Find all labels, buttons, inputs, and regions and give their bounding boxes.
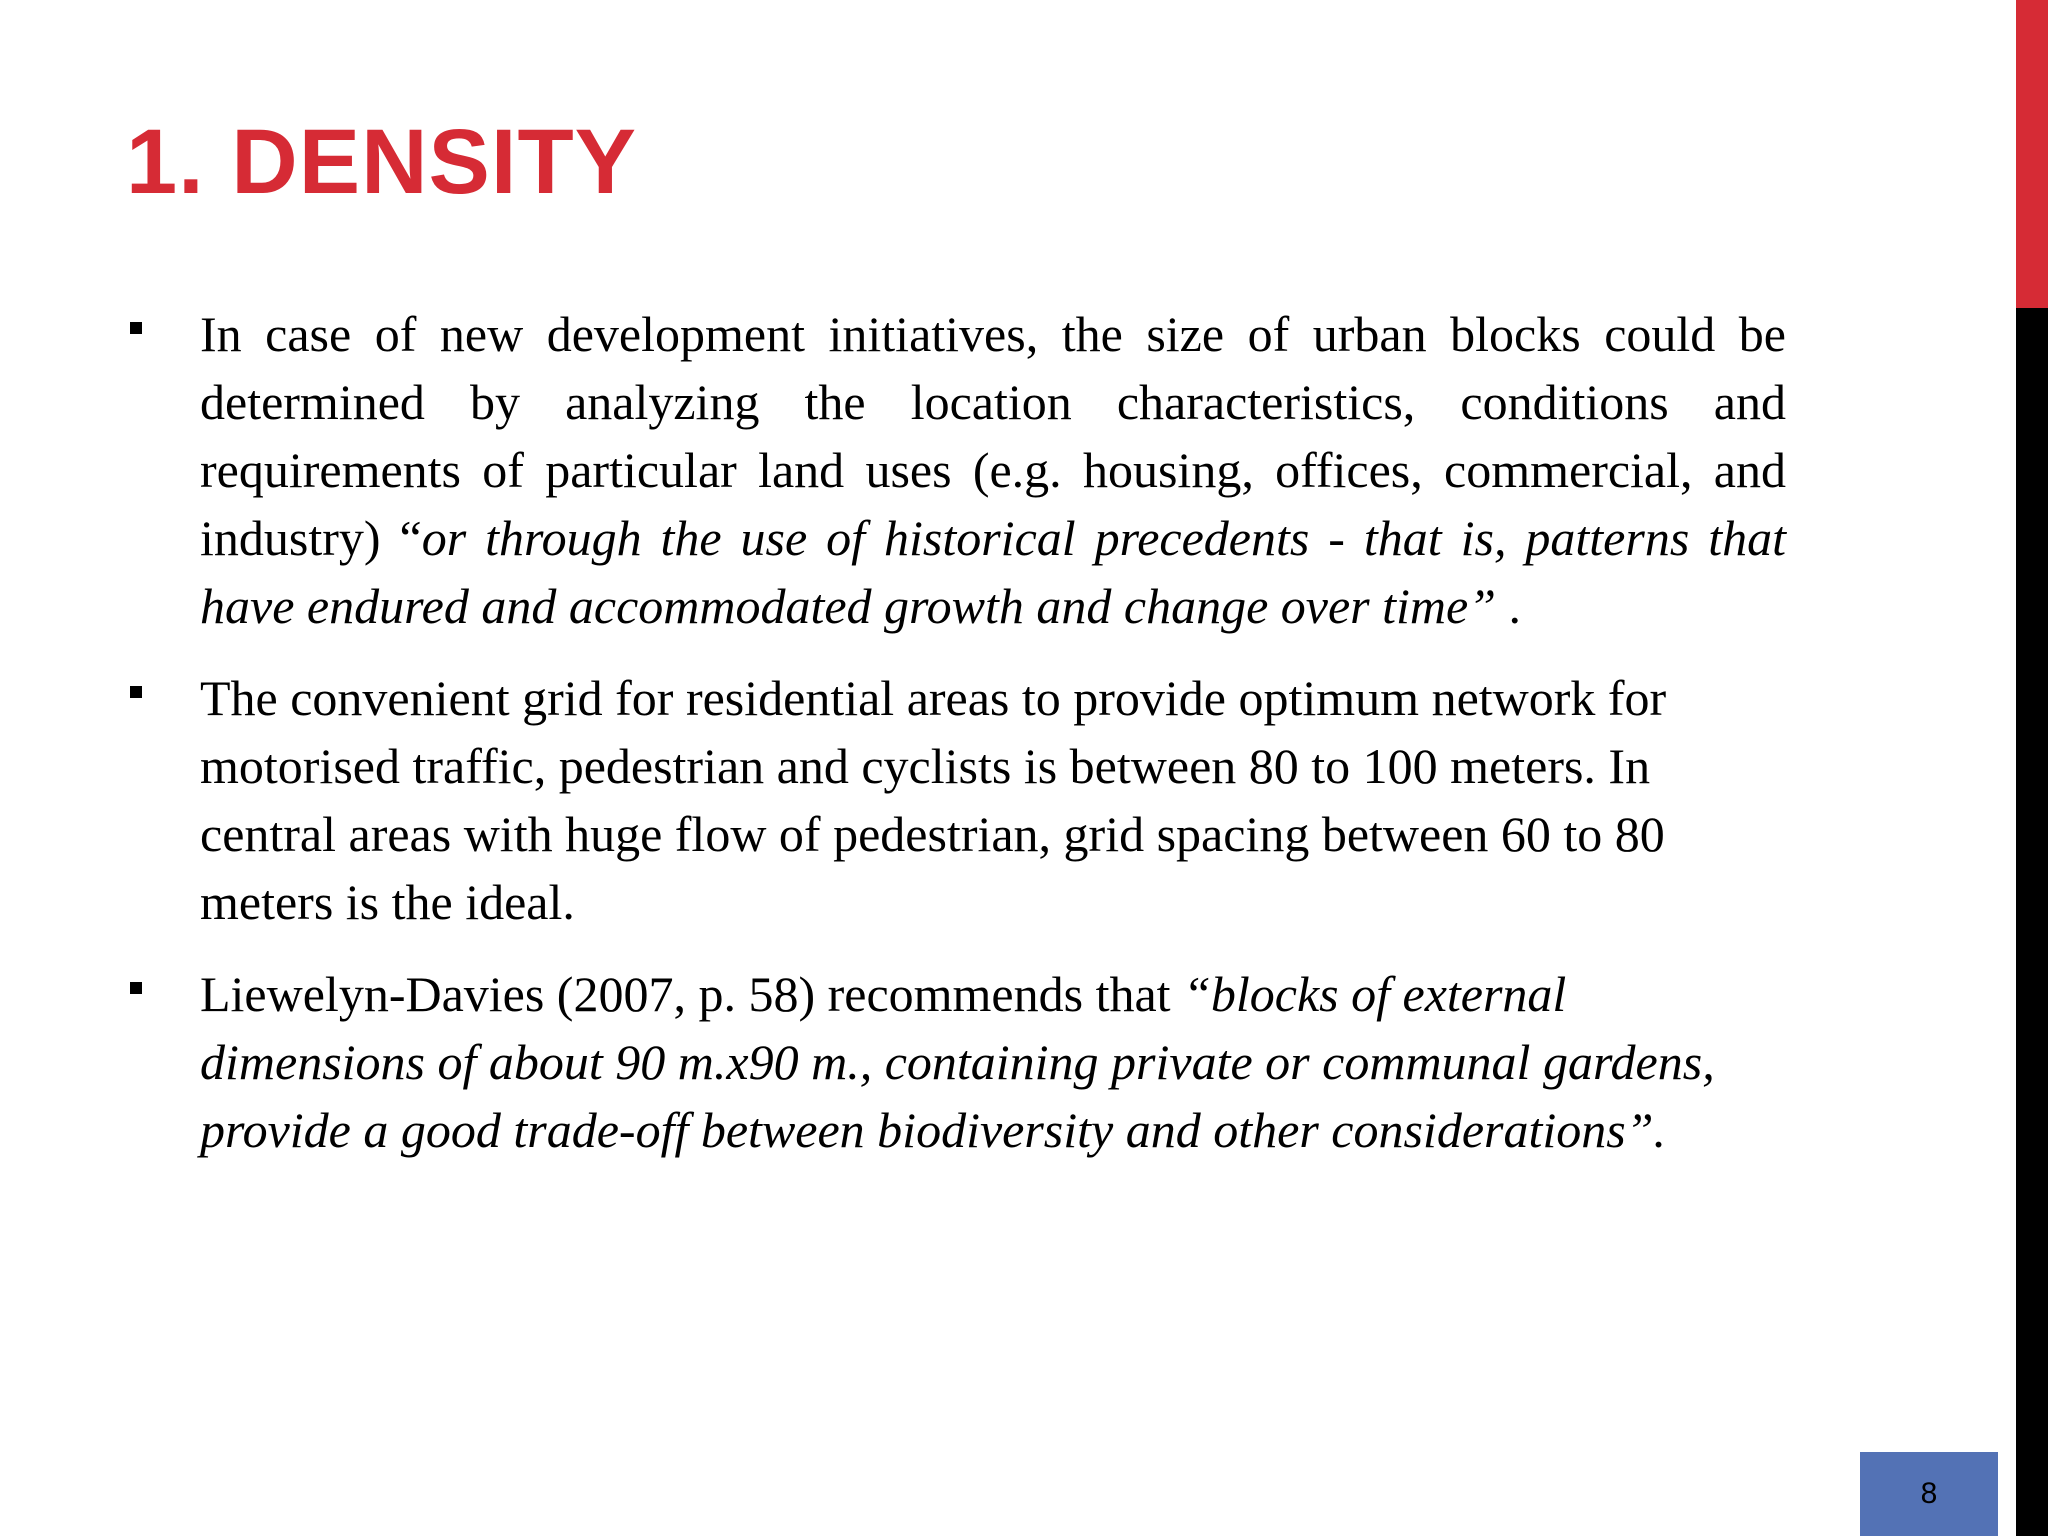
bullet-list — [126, 300, 1786, 1188]
side-accent-bar-black — [2016, 308, 2048, 1536]
bullet-suffix: . — [1496, 578, 1522, 634]
square-bullet-icon — [130, 982, 142, 994]
bullet-text: Liewelyn-Davies (2007, p. 58) recommends that — [200, 966, 1184, 1022]
slide-title: 1. DENSITY — [126, 111, 638, 213]
bullet-quote: “blocks of external dimensions of about 90 m.x90 m., containing private or communal gardens, provide a good trade-off between biodiversity and other considerations”. — [200, 966, 1715, 1158]
bullet-item-grid-spacing — [126, 664, 1786, 936]
square-bullet-icon — [130, 686, 142, 698]
bullet-text: In case of new development initiatives, the size of urban blocks could be determined by analyzing the location characteristics, conditions and requirements of particular land uses (e.g. housing, offices, commercial, and industry) “ — [200, 306, 1786, 566]
square-bullet-icon — [130, 322, 142, 334]
bullet-item-liewelyn-davies — [126, 960, 1786, 1164]
page-number-badge: 8 — [1860, 1452, 1998, 1536]
bullet-text: The convenient grid for residential areas to provide optimum network for motorised traffic, pedestrian and cyclists is between 80 to 100 meters. In central areas with huge flow of pedestrian, grid spacing between 60 to 80 meters is the ideal. — [200, 670, 1667, 930]
bullet-quote: or through the use of historical precedents - that is, patterns that have endured and accommodated growth and change over time” — [200, 510, 1787, 634]
side-accent-bar-red — [2016, 0, 2048, 308]
bullet-item-block-size — [126, 300, 1786, 640]
